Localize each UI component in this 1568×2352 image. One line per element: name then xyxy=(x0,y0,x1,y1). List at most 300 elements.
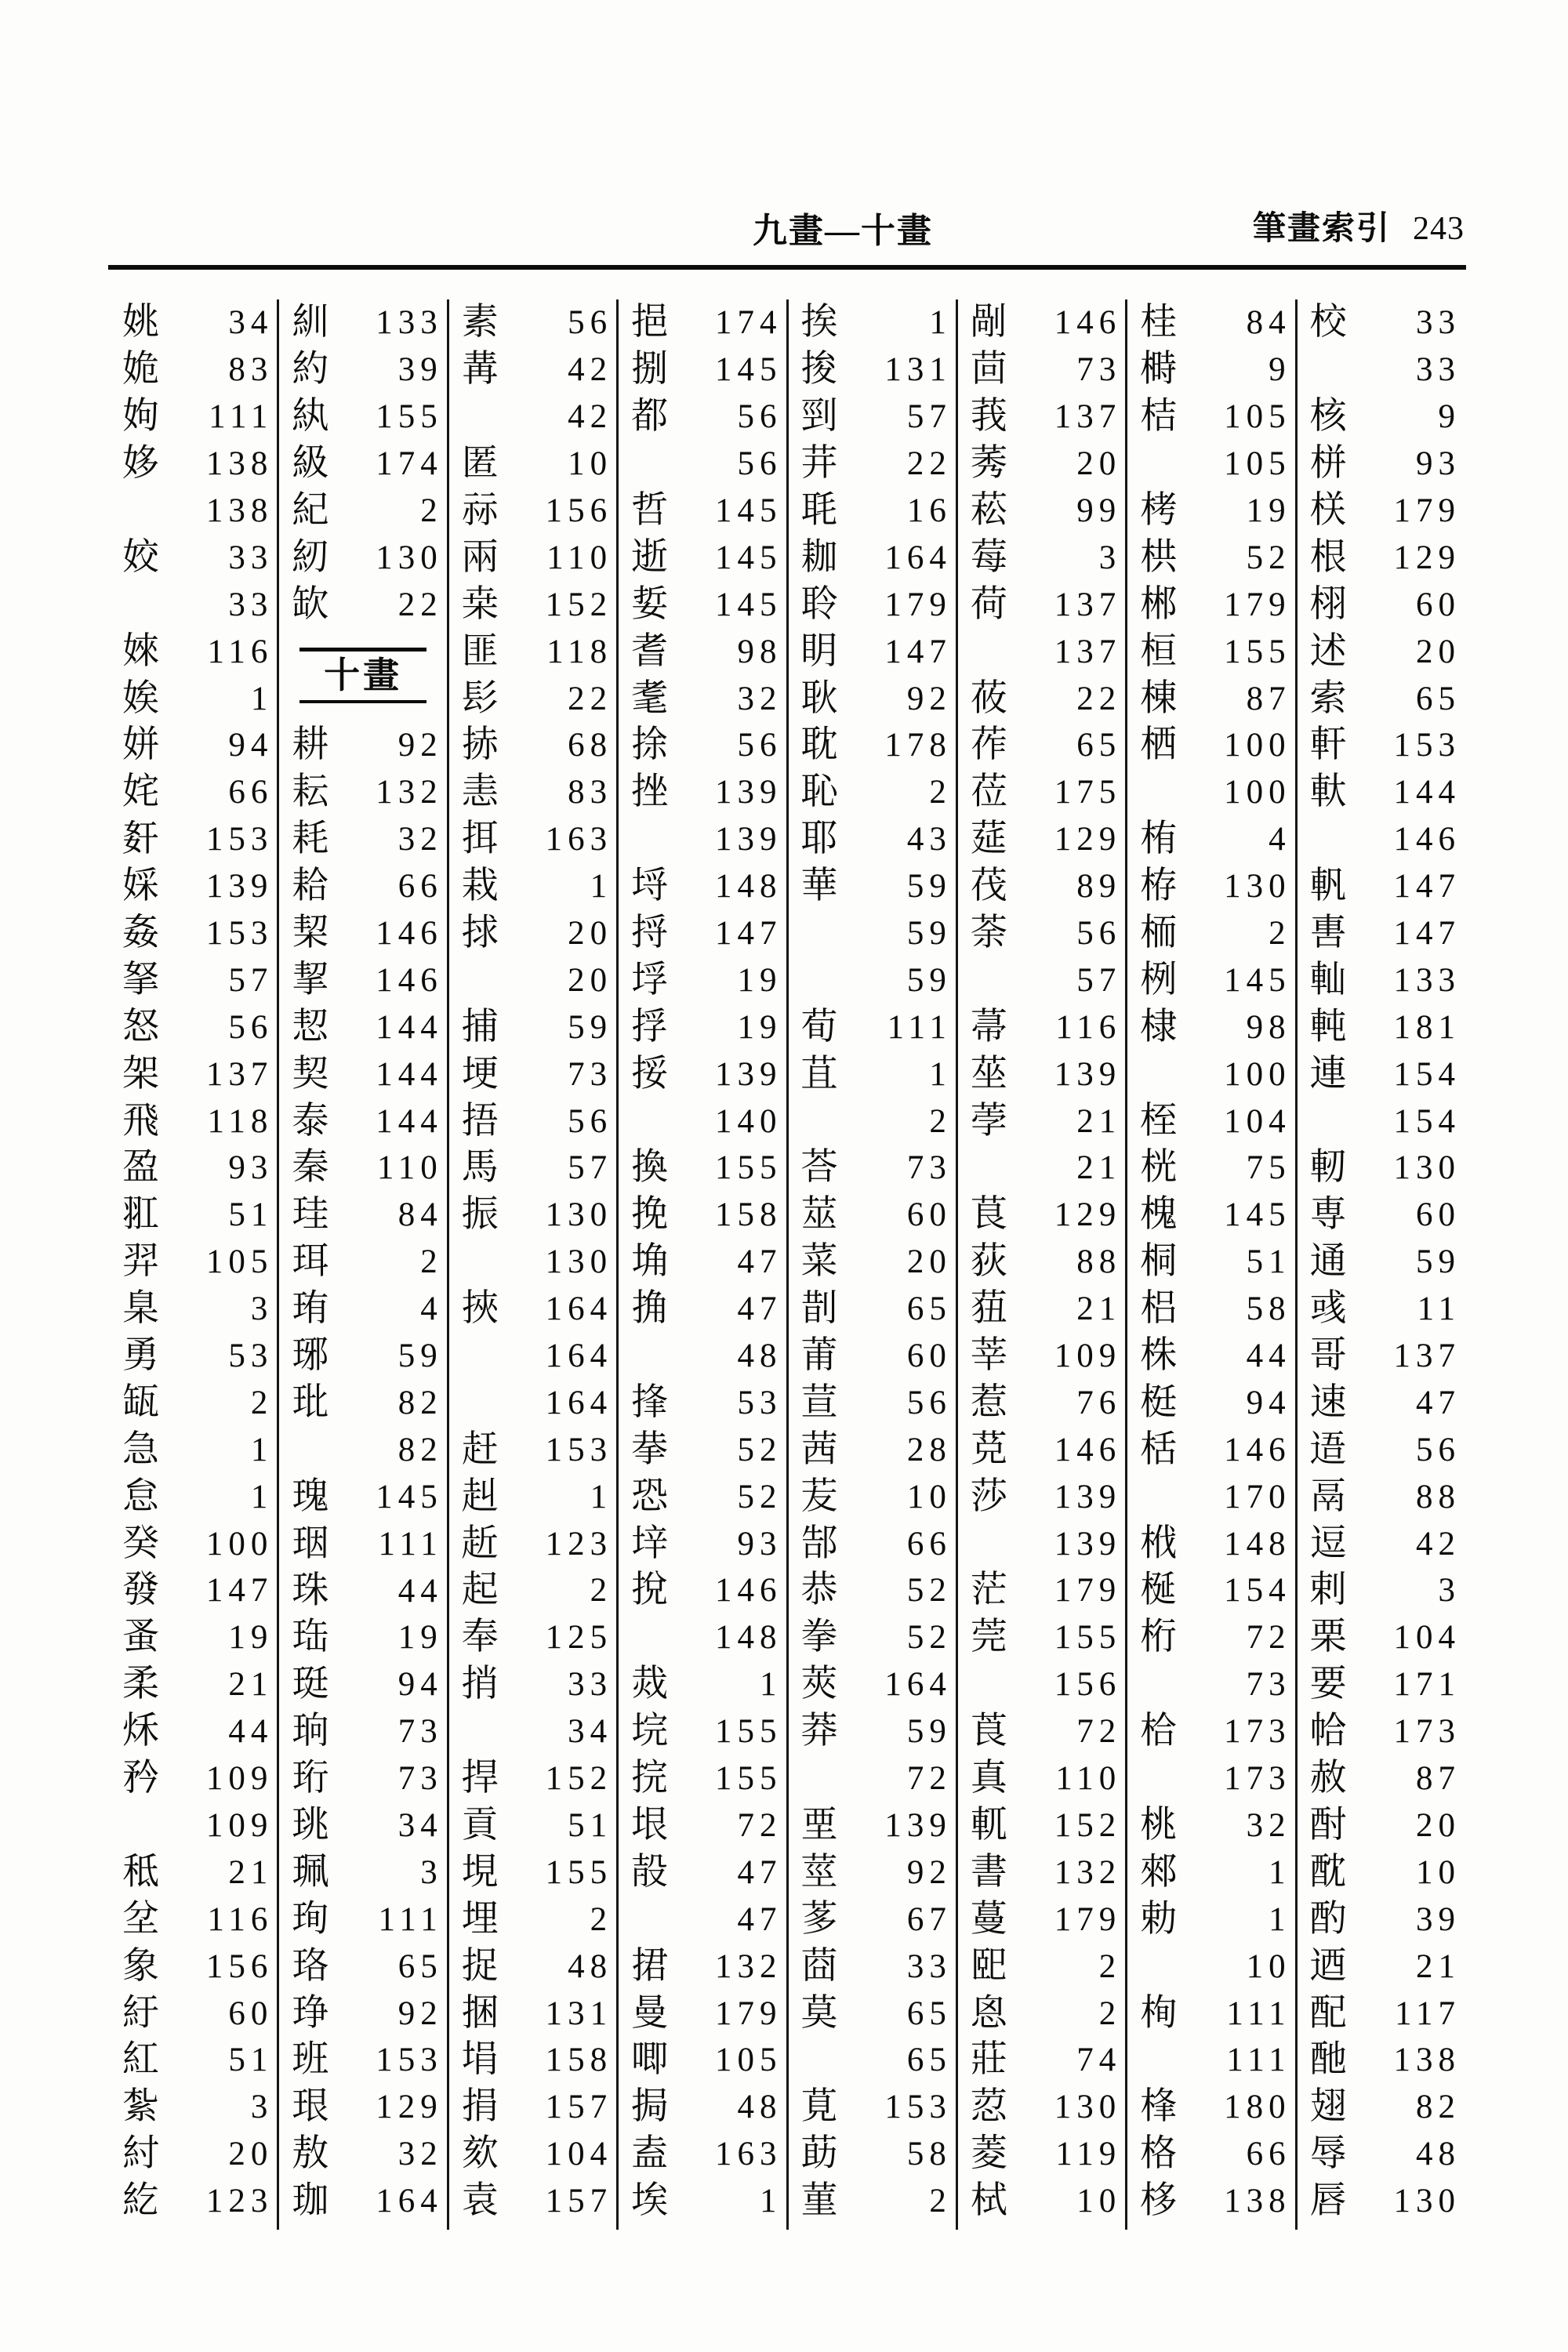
entry-character: 栗 xyxy=(1309,1617,1347,1658)
entry-page-number: 139 xyxy=(884,1806,952,1844)
entry-page-number: 22 xyxy=(568,680,613,717)
entry-character: 槐 xyxy=(1140,1194,1178,1236)
entry-character: 秌 xyxy=(122,1711,159,1752)
index-entry xyxy=(451,1567,615,1614)
entry-character: 羾 xyxy=(122,1194,159,1236)
index-entry xyxy=(451,722,615,769)
entry-character: 荁 xyxy=(800,1381,838,1423)
entry-page-number: 60 xyxy=(1416,586,1461,623)
entry-character: 珦 xyxy=(292,1711,329,1752)
index-entry xyxy=(960,675,1123,722)
index-entry xyxy=(1129,956,1293,1004)
index-entry xyxy=(451,1849,615,1896)
index-entry xyxy=(620,1849,784,1896)
index-entry xyxy=(790,299,954,347)
entry-page-number: 131 xyxy=(545,1994,613,2032)
entry-page-number: 56 xyxy=(568,304,613,342)
entry-page-number: 179 xyxy=(1054,1572,1122,1610)
entry-character: 姽 xyxy=(122,349,159,390)
entry-character: 婡 xyxy=(122,630,159,672)
entry-character: 埒 xyxy=(631,866,669,907)
entry-page-number: 47 xyxy=(737,1243,782,1281)
entry-page-number: 146 xyxy=(1054,1431,1122,1468)
index-entry xyxy=(960,863,1123,910)
entry-character: 剒 xyxy=(800,1288,838,1330)
index-entry xyxy=(111,1145,275,1192)
entry-page-number: 10 xyxy=(906,1478,952,1515)
entry-character: 翅 xyxy=(1309,2086,1347,2128)
entry-character: 莌 xyxy=(970,1428,1007,1470)
entry-page-number: 58 xyxy=(906,2136,952,2173)
entry-page-number: 19 xyxy=(228,1619,274,1657)
index-entry xyxy=(281,863,445,910)
entry-page-number: 84 xyxy=(1246,304,1291,342)
index-entry xyxy=(281,1990,445,2037)
entry-page-number: 33 xyxy=(1416,351,1461,389)
entry-character: 挨 xyxy=(800,302,838,343)
entry-page-number: 52 xyxy=(1246,539,1291,576)
entry-character: 珮 xyxy=(292,1851,329,1893)
index-entry xyxy=(111,769,275,816)
entry-character: 珢 xyxy=(292,2086,329,2128)
entry-page-number: 157 xyxy=(545,2089,613,2126)
entry-character: 珚 xyxy=(292,1523,329,1564)
index-entry xyxy=(620,628,784,675)
entry-page-number: 47 xyxy=(1416,1384,1461,1421)
entry-page-number: 44 xyxy=(1246,1338,1291,1375)
index-entry xyxy=(281,1567,445,1614)
index-entry xyxy=(1299,1239,1463,1286)
entry-character: 紀 xyxy=(292,490,329,531)
entry-page-number: 33 xyxy=(568,1666,613,1704)
index-entry xyxy=(1129,1239,1293,1286)
entry-page-number: 10 xyxy=(1416,1853,1461,1891)
entry-character: 捄 xyxy=(461,913,499,954)
entry-page-number: 130 xyxy=(1224,868,1291,906)
entry-page-number: 59 xyxy=(1416,1243,1461,1281)
entry-page-number: 92 xyxy=(906,1853,952,1891)
entry-character: 珞 xyxy=(292,1945,329,1987)
entry-character: 㭘 xyxy=(1140,1711,1178,1752)
index-title xyxy=(1253,202,1465,249)
entry-page-number: 130 xyxy=(1054,2089,1122,2126)
index-entry xyxy=(1129,394,1293,441)
entry-character: 桔 xyxy=(1140,396,1178,437)
index-entry xyxy=(451,1990,615,2037)
entry-page-number: 56 xyxy=(228,1008,274,1046)
entry-page-number: 3 xyxy=(1438,1572,1461,1610)
entry-character: 苃 xyxy=(800,1475,838,1517)
index-entry xyxy=(1129,2178,1293,2225)
index-entry xyxy=(960,816,1123,863)
entry-character: 姘 xyxy=(122,724,159,766)
entry-character: 垠 xyxy=(631,1804,669,1846)
index-entry xyxy=(1299,394,1463,441)
entry-character: 拏 xyxy=(122,959,159,1000)
entry-character: 珛 xyxy=(292,1288,329,1330)
index-entry xyxy=(620,1473,784,1520)
index-entry xyxy=(111,2037,275,2084)
entry-page-number: 139 xyxy=(1054,1055,1122,1093)
entry-page-number: 139 xyxy=(205,868,274,906)
entry-character: 勅 xyxy=(1140,1898,1178,1940)
index-entry xyxy=(1129,2131,1293,2178)
entry-page-number: 131 xyxy=(884,351,952,389)
index-entry xyxy=(960,1379,1123,1426)
entry-character: 缼 xyxy=(292,583,329,625)
entry-page-number: 56 xyxy=(906,1384,952,1421)
entry-character: 珣 xyxy=(292,1898,329,1940)
entry-page-number: 92 xyxy=(906,680,952,717)
entry-character: 連 xyxy=(1309,1053,1347,1094)
entry-character: 軏 xyxy=(970,1804,1007,1846)
entry-page-number: 56 xyxy=(737,398,782,436)
entry-page-number: 21 xyxy=(1076,1149,1122,1187)
entry-page-number: 100 xyxy=(1224,1055,1291,1093)
entry-character: 通 xyxy=(1309,1241,1347,1283)
entry-character: 惹 xyxy=(970,1381,1007,1423)
index-entry xyxy=(790,1943,954,1990)
entry-character: 髟 xyxy=(461,677,499,719)
index-entry xyxy=(281,1849,445,1896)
index-entry xyxy=(281,769,445,816)
entry-page-number: 145 xyxy=(715,539,782,576)
index-entry xyxy=(790,581,954,628)
entry-character: 莆 xyxy=(800,1335,838,1377)
entry-page-number: 21 xyxy=(1076,1102,1122,1140)
entry-page-number: 56 xyxy=(1076,915,1122,953)
entry-page-number: 153 xyxy=(205,821,274,858)
index-entry xyxy=(451,1192,615,1239)
entry-page-number: 152 xyxy=(545,586,613,623)
entry-page-number: 137 xyxy=(1054,586,1122,623)
entry-character: 耿 xyxy=(800,677,838,719)
entry-page-number: 105 xyxy=(715,2042,782,2079)
index-entry xyxy=(451,1943,615,1990)
index-entry xyxy=(111,441,275,488)
entry-character: 校 xyxy=(1309,302,1347,343)
entry-character: 缻 xyxy=(122,1381,159,1423)
entry-character: 盍 xyxy=(631,2133,669,2175)
index-entry xyxy=(620,1426,784,1473)
entry-character: 耶 xyxy=(800,818,838,860)
entry-page-number: 44 xyxy=(397,1572,443,1610)
index-column-3 xyxy=(449,299,619,2230)
entry-page-number: 16 xyxy=(906,492,952,529)
entry-character: 捇 xyxy=(461,724,499,766)
entry-character: 挫 xyxy=(631,771,669,813)
index-entry xyxy=(1299,1473,1463,1520)
index-entry xyxy=(281,581,445,628)
index-entry xyxy=(960,1286,1123,1333)
entry-character: 都 xyxy=(631,396,669,437)
entry-page-number: 2 xyxy=(420,1243,443,1281)
index-entry xyxy=(960,1661,1123,1708)
entry-page-number: 83 xyxy=(228,351,274,389)
entry-page-number: 60 xyxy=(906,1196,952,1234)
index-entry xyxy=(790,675,954,722)
index-entry xyxy=(451,1004,615,1051)
entry-character: 棟 xyxy=(1140,677,1178,719)
index-entry xyxy=(451,910,615,957)
entry-character: 恚 xyxy=(461,771,499,813)
entry-character: 莜 xyxy=(970,677,1007,719)
index-entry xyxy=(451,675,615,722)
entry-page-number: 2 xyxy=(1269,915,1291,953)
entry-page-number: 1 xyxy=(1269,1853,1291,1891)
entry-character: 瑰 xyxy=(292,1475,329,1517)
entry-page-number: 146 xyxy=(1054,304,1122,342)
entry-page-number: 20 xyxy=(568,961,613,999)
entry-page-number: 139 xyxy=(715,1055,782,1093)
index-entry xyxy=(960,910,1123,957)
entry-character: 欬 xyxy=(461,2133,499,2175)
entry-page-number: 10 xyxy=(1246,1947,1291,1985)
entry-character: 姣 xyxy=(122,536,159,578)
entry-character: 臬 xyxy=(122,1288,159,1330)
index-entry xyxy=(1129,2084,1293,2131)
entry-page-number: 47 xyxy=(737,1290,782,1328)
entry-character: 茤 xyxy=(800,1898,838,1940)
index-entry xyxy=(111,1614,275,1661)
entry-character: 捌 xyxy=(631,349,669,390)
index-entry xyxy=(620,441,784,488)
index-entry xyxy=(281,299,445,347)
entry-character: 菱 xyxy=(970,2133,1007,2175)
entry-page-number: 118 xyxy=(546,633,613,670)
entry-character: 榯 xyxy=(1140,349,1178,390)
index-entry xyxy=(281,488,445,535)
entry-page-number: 43 xyxy=(906,821,952,858)
entry-page-number: 83 xyxy=(568,774,613,811)
entry-character: 根 xyxy=(1309,536,1347,578)
entry-page-number: 109 xyxy=(1054,1338,1122,1375)
index-entry xyxy=(1129,581,1293,628)
entry-character: 匪 xyxy=(461,630,499,672)
entry-page-number: 179 xyxy=(715,1994,782,2032)
entry-character: 配 xyxy=(1309,1992,1347,2034)
index-entry xyxy=(451,816,615,863)
entry-character: 耽 xyxy=(800,724,838,766)
index-entry xyxy=(1299,1708,1463,1755)
index-entry xyxy=(960,769,1123,816)
entry-page-number: 129 xyxy=(1054,1196,1122,1234)
entry-character: 酌 xyxy=(1309,1898,1347,1940)
entry-character: 娭 xyxy=(122,677,159,719)
entry-character: 剌 xyxy=(1309,1570,1347,1611)
entry-character: 捊 xyxy=(631,1006,669,1047)
index-entry xyxy=(281,394,445,441)
index-entry xyxy=(451,863,615,910)
index-entry xyxy=(1129,1520,1293,1567)
entry-page-number: 153 xyxy=(884,2089,952,2126)
entry-character: 琊 xyxy=(292,1335,329,1377)
entry-page-number: 105 xyxy=(205,1243,274,1281)
entry-character: 栩 xyxy=(1309,583,1347,625)
index-entry xyxy=(620,910,784,957)
entry-character: 珠 xyxy=(292,1570,329,1611)
entry-page-number: 52 xyxy=(737,1431,782,1468)
index-entry xyxy=(960,1896,1123,1943)
index-entry xyxy=(111,956,275,1004)
entry-page-number: 98 xyxy=(1246,1008,1291,1046)
index-entry xyxy=(111,1520,275,1567)
index-entry xyxy=(451,1286,615,1333)
entry-character: 恥 xyxy=(800,771,838,813)
entry-page-number: 72 xyxy=(1076,1713,1122,1751)
entry-character: 莠 xyxy=(970,443,1007,485)
entry-character: 捆 xyxy=(461,1992,499,2034)
entry-character: 捍 xyxy=(461,1758,499,1799)
entry-page-number: 28 xyxy=(906,1431,952,1468)
index-entry xyxy=(1129,1145,1293,1192)
index-entry xyxy=(1299,2178,1463,2225)
index-entry xyxy=(281,956,445,1004)
index-entry xyxy=(451,1614,615,1661)
index-entry xyxy=(1129,1473,1293,1520)
entry-character: 軕 xyxy=(1309,959,1347,1000)
entry-page-number: 22 xyxy=(906,445,952,483)
entry-page-number: 100 xyxy=(1224,727,1291,764)
entry-character: 莨 xyxy=(970,1711,1007,1752)
index-entry xyxy=(451,1896,615,1943)
entry-page-number: 66 xyxy=(1246,2136,1291,2173)
index-entry xyxy=(960,534,1123,581)
entry-character: 紮 xyxy=(122,2086,159,2128)
entry-page-number: 111 xyxy=(887,1008,952,1046)
entry-page-number: 1 xyxy=(250,1478,274,1515)
entry-page-number: 148 xyxy=(715,1619,782,1657)
entry-character: 挾 xyxy=(461,1288,499,1330)
entry-character: 眀 xyxy=(800,630,838,672)
index-entry xyxy=(1299,1896,1463,1943)
index-entry xyxy=(620,1192,784,1239)
entry-page-number: 56 xyxy=(737,727,782,764)
entry-character: 娎 xyxy=(631,583,669,625)
index-entry xyxy=(1299,1192,1463,1239)
index-entry xyxy=(451,347,615,394)
entry-character: 栱 xyxy=(1140,536,1178,578)
index-column-7 xyxy=(1127,299,1297,2230)
entry-character: 恖 xyxy=(970,1992,1007,2034)
entry-page-number: 125 xyxy=(545,1619,613,1657)
entry-page-number: 147 xyxy=(205,1572,274,1610)
entry-page-number: 34 xyxy=(397,1806,443,1844)
entry-page-number: 20 xyxy=(568,915,613,953)
entry-character: 捎 xyxy=(461,1664,499,1705)
entry-page-number: 48 xyxy=(568,1947,613,1985)
entry-page-number: 65 xyxy=(906,1290,952,1328)
index-column-4 xyxy=(619,299,788,2230)
index-entry xyxy=(790,956,954,1004)
entry-page-number: 154 xyxy=(1393,1055,1461,1093)
index-entry xyxy=(281,1614,445,1661)
index-entry xyxy=(1129,1004,1293,1051)
entry-page-number: 20 xyxy=(1416,633,1461,670)
entry-page-number: 21 xyxy=(1416,1947,1461,1985)
index-entry xyxy=(1299,1379,1463,1426)
index-entry xyxy=(620,394,784,441)
index-entry xyxy=(790,816,954,863)
index-entry xyxy=(111,2131,275,2178)
entry-character: 挩 xyxy=(631,1570,669,1611)
index-entry xyxy=(281,1473,445,1520)
entry-character: 袁 xyxy=(461,2180,499,2222)
index-entry xyxy=(451,1473,615,1520)
index-entry xyxy=(281,1755,445,1802)
index-entry xyxy=(111,581,275,628)
index-entry xyxy=(281,1192,445,1239)
index-entry xyxy=(1299,441,1463,488)
entry-character: 軎 xyxy=(1309,913,1347,954)
entry-page-number: 51 xyxy=(1246,1243,1291,1281)
index-entry xyxy=(451,956,615,1004)
entry-character: 紆 xyxy=(122,1992,159,2034)
entry-page-number: 104 xyxy=(1393,1619,1461,1657)
index-entry xyxy=(620,1661,784,1708)
index-entry xyxy=(1129,534,1293,581)
index-entry xyxy=(281,347,445,394)
entry-character: 荼 xyxy=(970,913,1007,954)
index-entry xyxy=(790,441,954,488)
entry-page-number: 73 xyxy=(397,1760,443,1798)
entry-character: 剄 xyxy=(800,396,838,437)
entry-page-number: 2 xyxy=(1098,1994,1122,2032)
index-entry xyxy=(790,1896,954,1943)
entry-character: 軒 xyxy=(1309,724,1347,766)
entry-page-number: 60 xyxy=(906,1338,952,1375)
index-entry xyxy=(281,816,445,863)
index-entry xyxy=(790,1098,954,1145)
entry-page-number: 73 xyxy=(397,1713,443,1751)
index-column-1 xyxy=(110,299,279,2230)
entry-character: 蚤 xyxy=(122,1617,159,1658)
entry-character: 挽 xyxy=(631,1194,669,1236)
entry-page-number: 129 xyxy=(376,2089,443,2126)
entry-page-number: 32 xyxy=(1246,1806,1291,1844)
index-entry xyxy=(111,863,275,910)
entry-page-number: 145 xyxy=(1224,961,1291,999)
entry-page-number: 47 xyxy=(737,1853,782,1891)
index-entry xyxy=(1129,910,1293,957)
index-entry xyxy=(451,534,615,581)
index-entry xyxy=(960,1239,1123,1286)
index-entry xyxy=(790,1755,954,1802)
index-entry xyxy=(620,816,784,863)
entry-page-number: 130 xyxy=(1393,2183,1461,2220)
entry-character: 捕 xyxy=(461,1006,499,1047)
entry-page-number: 65 xyxy=(906,2042,952,2079)
entry-page-number: 129 xyxy=(1393,539,1461,576)
entry-page-number: 181 xyxy=(1393,1008,1461,1046)
entry-page-number: 42 xyxy=(1416,1525,1461,1563)
entry-character: 紅 xyxy=(122,2039,159,2081)
entry-character: 莖 xyxy=(800,1851,838,1893)
entry-character: 恝 xyxy=(292,1006,329,1047)
entry-character: 桒 xyxy=(461,583,499,625)
index-entry xyxy=(790,1145,954,1192)
index-entry xyxy=(281,910,445,957)
index-entry xyxy=(960,1098,1123,1145)
index-entry xyxy=(620,769,784,816)
index-entry xyxy=(281,534,445,581)
entry-character: 栘 xyxy=(1140,2180,1178,2222)
index-entry xyxy=(960,1802,1123,1849)
index-entry xyxy=(790,628,954,675)
entry-character: 象 xyxy=(122,1945,159,1987)
entry-character: 書 xyxy=(970,1851,1007,1893)
index-entry xyxy=(111,2178,275,2225)
